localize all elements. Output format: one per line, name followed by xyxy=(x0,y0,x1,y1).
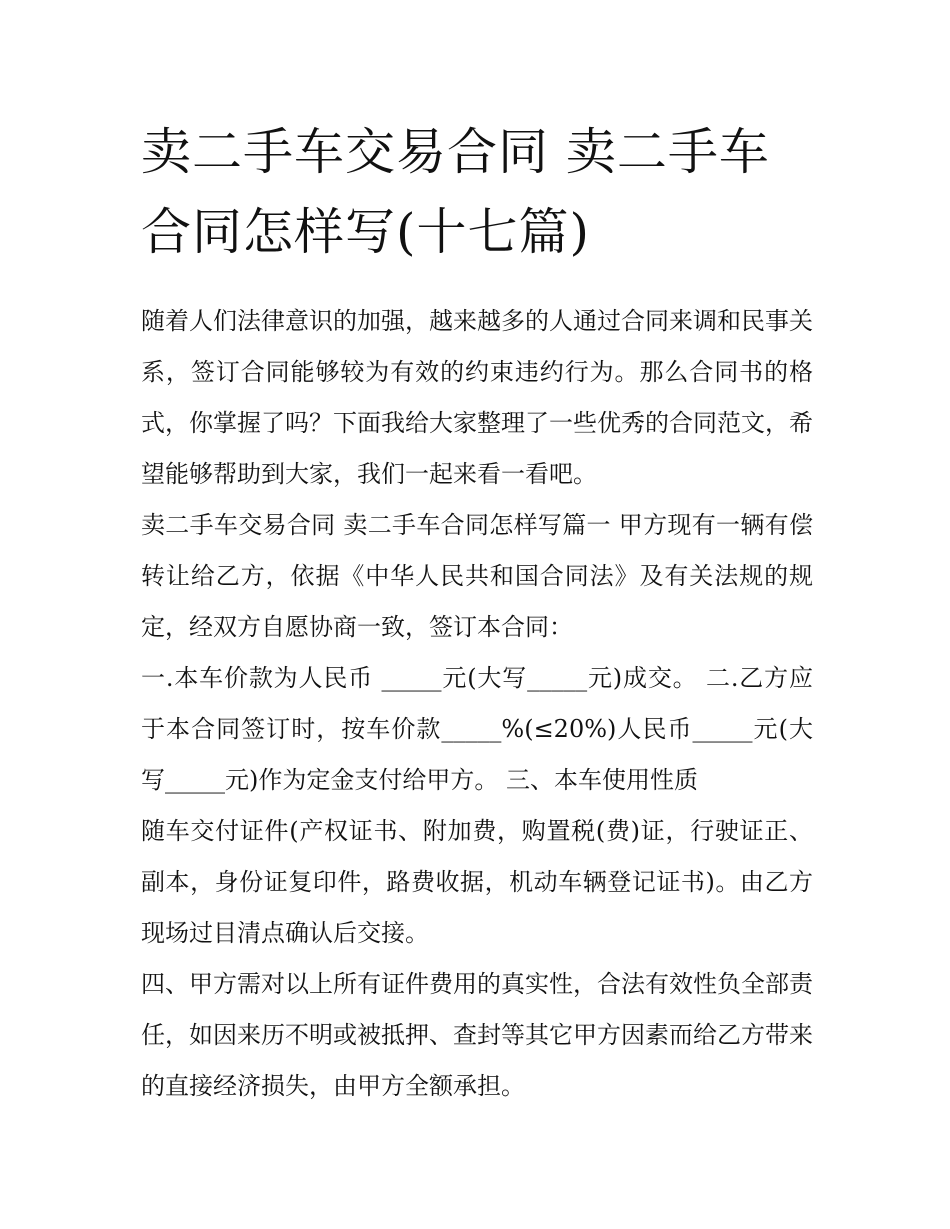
paragraph-intro: 随着人们法律意识的加强，越来越多的人通过合同来调和民事关系，签订合同能够较为有效的约束违约行为。那么合同书的格式，你掌握了吗？下面我给大家整理了一些优秀的合同范文，希望能够帮助到大家，我们一起来看一看吧。 xyxy=(141,307,813,488)
document-body xyxy=(141,296,813,1112)
paragraph-liability: 四、甲方需对以上所有证件费用的真实性，合法有效性负全部责任，如因来历不明或被抵押、查封等其它甲方因素而给乙方带来的直接经济损失，由甲方全额承担。 xyxy=(141,970,813,1100)
document-title: 卖二手车交易合同 卖二手车合同怎样写(十七篇) xyxy=(141,123,770,261)
paragraph-price-terms: 一.本车价款为人民币 _____元(大写_____元)成交。 二.乙方应于本合同签订时，按车价款_____%(≤20%)人民币_____元(大写_____元)作为定金支付给甲方。 三、本车使用性质 xyxy=(141,664,813,794)
document-page xyxy=(141,112,813,1112)
paragraph-contract-preamble: 卖二手车交易合同 卖二手车合同怎样写篇一 甲方现有一辆有偿转让给乙方，依据《中华人民共和国合同法》及有关法规的规定，经双方自愿协商一致，签订本合同： xyxy=(141,511,813,641)
paragraph-documents-handover: 随车交付证件(产权证书、附加费，购置税(费)证，行驶证正、副本，身份证复印件，路费收据，机动车辆登记证书)。由乙方现场过目清点确认后交接。 xyxy=(141,817,813,947)
